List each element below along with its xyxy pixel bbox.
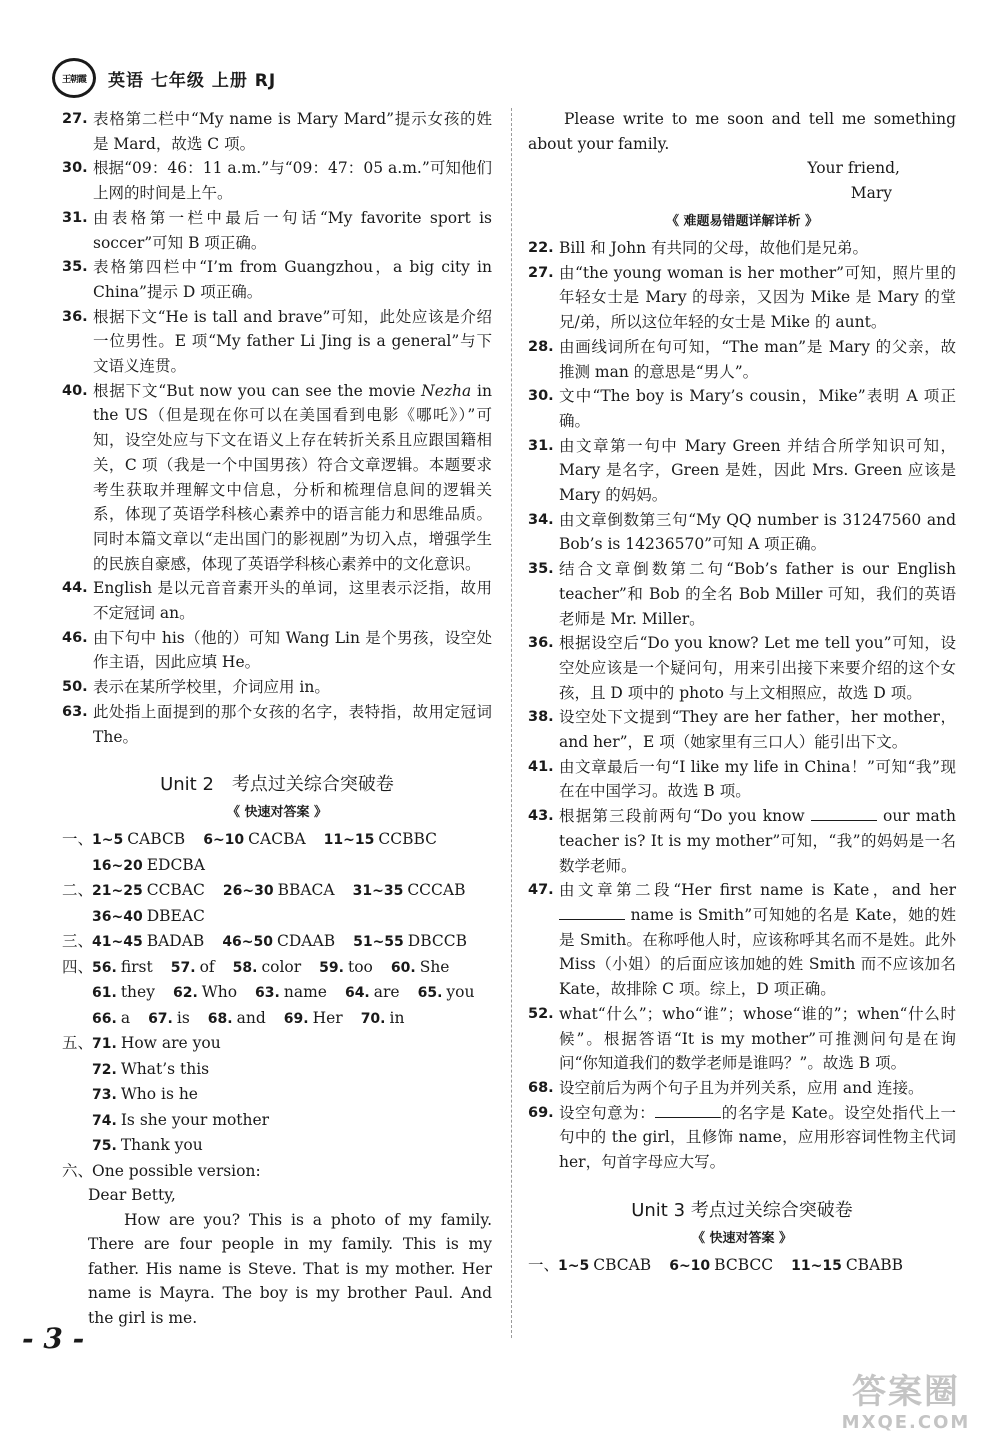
writing-intro: One possible version: bbox=[92, 1161, 261, 1180]
explanation-item bbox=[62, 156, 492, 205]
explanation-item bbox=[62, 206, 492, 255]
answer-group bbox=[92, 830, 185, 848]
question-range: 58. bbox=[232, 959, 258, 976]
answer-value: in bbox=[389, 1008, 405, 1027]
difficult-questions-heading: 《 难题易错题详解详析 》 bbox=[665, 214, 819, 229]
left-column bbox=[62, 107, 492, 1330]
question-range: 6~10 bbox=[203, 832, 245, 849]
question-number: 34. bbox=[528, 511, 554, 528]
answer-row bbox=[62, 1031, 492, 1057]
explanation-text: 由画线词所在句可知，“The man”是 Mary 的父亲，故推测 man 的意思是“男人”。 bbox=[559, 337, 956, 381]
answer-value: CBABB bbox=[845, 1255, 904, 1274]
answer-value: Thank you bbox=[120, 1136, 203, 1155]
answer-group bbox=[284, 1009, 343, 1027]
answer-row bbox=[62, 929, 492, 955]
answer-value: CDAAB bbox=[277, 932, 336, 951]
answer-value: they bbox=[120, 983, 155, 1002]
explanation-item bbox=[62, 675, 492, 700]
question-number: 47. bbox=[528, 882, 554, 899]
question-range: 16~20 bbox=[92, 857, 143, 874]
question-range: 70. bbox=[360, 1010, 386, 1027]
question-range: 66. bbox=[92, 1010, 117, 1027]
question-range: 62. bbox=[172, 985, 198, 1002]
explanation-text: 根据第三段前两句“Do you know our math teacher is? It is my mother”可知，“我”的妈妈是一名数学老师。 bbox=[559, 807, 956, 875]
answer-group bbox=[558, 1256, 651, 1274]
question-number: 30. bbox=[62, 160, 88, 177]
answer-group bbox=[171, 958, 215, 976]
question-range: 65. bbox=[417, 985, 443, 1002]
answer-group bbox=[148, 1009, 190, 1027]
explanation-text: what“什么”；who“谁”；whose“谁的”；when“什么时候”。根据答语“It is my mother”可推测问句是在询问“你知道我们的数学老师是谁吗？”。故选 B 项。 bbox=[559, 1004, 956, 1073]
answer-row bbox=[62, 955, 492, 981]
letter-paragraph: Please write to me soon and tell me something about your family. bbox=[528, 110, 956, 153]
answer-value: BADAB bbox=[146, 932, 205, 951]
answer-blank bbox=[559, 905, 625, 920]
answer-group bbox=[203, 830, 305, 848]
answer-group bbox=[222, 932, 335, 950]
explanation-text: 由“the young woman is her mother”可知，照片里的年轻女士是 Mary 的母亲，又因为 Mike 是 Mary 的堂兄/弟，所以这位年轻的女士是 Mike 的 aunt。 bbox=[559, 263, 956, 332]
question-number: 22. bbox=[528, 240, 554, 256]
answer-value: CCBBC bbox=[378, 830, 438, 849]
answer-group bbox=[223, 881, 335, 899]
section-label: 一、 bbox=[62, 830, 94, 849]
page-number: - 3 - bbox=[22, 1322, 85, 1355]
explanation-text: 表格第四栏中“I’m from Guangzhou，a big city in China”提示 D 项正确。 bbox=[93, 258, 492, 301]
question-number: 44. bbox=[62, 580, 88, 597]
explanation-item bbox=[528, 705, 956, 754]
explanation-item bbox=[528, 384, 956, 433]
unit3-title: Unit 3 考点过关综合突破卷 bbox=[631, 1199, 853, 1221]
explanation-item bbox=[528, 557, 956, 631]
explanation-text: 由表格第一栏中最后一句话“My favorite sport is soccer”可知 B 项正确。 bbox=[93, 208, 492, 252]
explanation-item bbox=[528, 236, 956, 261]
explanation-item bbox=[528, 1002, 956, 1076]
question-number: 31. bbox=[62, 209, 88, 226]
explanation-text: 表格第二栏中“My name is Mary Mard”提示女孩的姓是 Mard，故选 C 项。 bbox=[93, 110, 492, 153]
section-label: 三、 bbox=[62, 932, 94, 951]
movie-title: Nezha bbox=[421, 381, 472, 400]
answer-group bbox=[353, 881, 466, 899]
question-number: 30. bbox=[528, 388, 554, 405]
question-number: 35. bbox=[62, 259, 88, 276]
explanation-item bbox=[62, 700, 492, 749]
question-range: 59. bbox=[319, 959, 344, 976]
answer-value: CBCAB bbox=[593, 1255, 652, 1274]
answer-group bbox=[92, 1034, 221, 1052]
explanation-item bbox=[62, 379, 492, 577]
explanation-text: 根据“09：46：11 a.m.”与“09：47：05 a.m.”可知他们上网的时间是上午。 bbox=[93, 159, 492, 203]
answer-group bbox=[791, 1256, 903, 1274]
answer-group bbox=[92, 1060, 209, 1078]
answer-value: of bbox=[199, 957, 215, 976]
answer-group bbox=[233, 958, 302, 976]
question-number: 38. bbox=[528, 709, 554, 726]
answer-value: CCBAC bbox=[146, 881, 205, 900]
answer-value: color bbox=[261, 957, 302, 976]
column-divider bbox=[511, 108, 512, 1338]
explanation-text: 此处指上面提到的那个女孩的名字，表特指，故用定冠词 The。 bbox=[93, 702, 492, 746]
explanation-list-c bbox=[528, 236, 956, 804]
question-range: 74. bbox=[92, 1112, 117, 1129]
unit2-quick-answers-heading: 《 快速对答案 》 bbox=[226, 805, 328, 821]
explanation-item bbox=[528, 261, 956, 335]
unit3-quick-answers-heading: 《 快速对答案 》 bbox=[691, 1230, 793, 1246]
question-number: 50. bbox=[62, 679, 88, 696]
answer-value: BBACA bbox=[277, 881, 335, 900]
answer-value: name bbox=[283, 983, 327, 1002]
explanation-item bbox=[528, 878, 956, 1002]
explanation-item bbox=[528, 335, 956, 384]
question-range: 64. bbox=[344, 985, 370, 1002]
answer-value: you bbox=[446, 983, 475, 1002]
answer-group bbox=[92, 983, 155, 1001]
answer-value: a bbox=[120, 1008, 131, 1027]
question-range: 26~30 bbox=[222, 883, 274, 900]
answer-key bbox=[62, 827, 492, 1159]
question-range: 51~55 bbox=[353, 934, 404, 951]
explanation-item bbox=[528, 631, 956, 705]
letter-signature: Mary bbox=[850, 184, 892, 202]
answer-row bbox=[62, 904, 492, 930]
answer-value: Who bbox=[201, 983, 238, 1002]
explanation-item bbox=[62, 305, 492, 379]
answer-value: How are you bbox=[120, 1034, 221, 1053]
question-range: 73. bbox=[92, 1087, 117, 1104]
explanation-text: Bill 和 John 有共同的父母，故他们是兄弟。 bbox=[559, 239, 869, 257]
explanation-text: 由文章最后一句“I like my life in China！”可知“我”现在在中国学习。故选 B 项。 bbox=[559, 757, 956, 801]
answer-group bbox=[324, 830, 437, 848]
answer-value: and bbox=[236, 1008, 266, 1027]
explanation-text: 根据下文“But now you can see the movie Nezha in the US（但是现在你可以在美国看到电影《哪吒》）”可知，设空处应与下文在语义上存在转折关系且应跟国籍相关，C 项（我是一个中国男孩）符合文章逻辑。本题要求考生获取并理解文中信息，分析和梳理信息间的逻辑关系，体现了英语学科核心素养中的语言能力和思维品质。同时本篇文章以“走出国门的影视剧”为切入点，增强学生的民族自豪感，体现了英语学科核心素养中的文化意识。 bbox=[93, 381, 492, 573]
question-range: 31~35 bbox=[352, 883, 404, 900]
explanation-item bbox=[528, 508, 956, 557]
explanation-text: 根据下文“He is tall and brave”可知，此处应该是介绍一位男性。E 项“My father Li Jing is a general”与下文语义连贯。 bbox=[93, 307, 492, 376]
question-number: 52. bbox=[528, 1005, 554, 1022]
question-number: 27. bbox=[62, 111, 88, 127]
answer-value: BCBCC bbox=[714, 1255, 774, 1274]
right-column bbox=[528, 107, 956, 1278]
question-range: 63. bbox=[255, 985, 280, 1002]
answer-value: DBCCB bbox=[407, 932, 468, 951]
question-number: 40. bbox=[62, 382, 88, 399]
question-range: 1~5 bbox=[558, 1257, 590, 1274]
unit2-title: Unit 2 考点过关综合突破卷 bbox=[160, 774, 394, 796]
answer-row bbox=[62, 1133, 492, 1159]
question-number: 36. bbox=[528, 635, 554, 652]
answer-value: DBEAC bbox=[146, 906, 205, 925]
letter-paragraph: How are you? This is a photo of my family. There are four people in my family. This is my father. His name is Steve. That is my mother. Her name is Mayra. The boy is my brother Paul. And the girl is me. bbox=[88, 1210, 492, 1327]
answer-group bbox=[92, 1085, 198, 1103]
answer-group bbox=[255, 983, 327, 1001]
explanation-item bbox=[528, 1076, 956, 1101]
answer-group bbox=[319, 958, 373, 976]
question-range: 41~45 bbox=[92, 934, 143, 951]
section-label: 一、 bbox=[528, 1255, 560, 1274]
question-range: 61. bbox=[92, 985, 117, 1002]
answer-value: Who is he bbox=[120, 1085, 198, 1104]
answer-group bbox=[92, 1009, 130, 1027]
answer-value: Is she your mother bbox=[120, 1110, 270, 1129]
letter-greeting: Dear Betty, bbox=[88, 1186, 176, 1205]
explanation-item bbox=[528, 434, 956, 508]
question-range: 72. bbox=[92, 1061, 117, 1078]
answer-group bbox=[361, 1009, 405, 1027]
answer-row bbox=[62, 853, 492, 879]
answer-row bbox=[528, 1253, 956, 1279]
answer-row bbox=[62, 1108, 492, 1134]
question-range: 36~40 bbox=[92, 908, 143, 925]
answer-group bbox=[353, 932, 467, 950]
question-number: 69. bbox=[528, 1104, 554, 1121]
question-number: 35. bbox=[528, 561, 554, 578]
answer-value: first bbox=[120, 957, 153, 976]
explanation-text: 设空处下文提到“They are her father，her mother，and her”，E 项（她家里有三口人）能引出下文。 bbox=[559, 708, 956, 752]
page-header bbox=[52, 58, 276, 98]
question-number: 27. bbox=[528, 264, 554, 281]
explanation-item bbox=[528, 755, 956, 804]
answer-row bbox=[62, 878, 492, 904]
answer-group bbox=[345, 983, 400, 1001]
question-range: 60. bbox=[390, 959, 416, 976]
question-range: 11~15 bbox=[791, 1257, 842, 1274]
explanation-text: English 是以元音音素开头的单词，这里表示泛指，故用不定冠词 an。 bbox=[93, 579, 492, 623]
letter-closing: Your friend, bbox=[807, 159, 900, 177]
question-range: 68. bbox=[207, 1010, 233, 1027]
explanation-text: 由下句中 his（他的）可知 Wang Lin 是个男孩，设空处作主语，因此应填 He。 bbox=[93, 628, 492, 672]
question-range: 67. bbox=[148, 1010, 173, 1027]
answer-group bbox=[391, 958, 450, 976]
answer-value: CCCAB bbox=[407, 881, 466, 900]
writing-sample bbox=[62, 1159, 492, 1331]
answer-group bbox=[669, 1256, 773, 1274]
question-number: 31. bbox=[528, 437, 554, 454]
explanation-item bbox=[62, 626, 492, 675]
explanation-text: 根据设空后“Do you know? Let me tell you”可知，设空处应该是一个疑问句，用来引出接下来要介绍的这个女孩，且 D 项中的 photo 与上文相照应，故选 D 项。 bbox=[559, 634, 956, 702]
answer-group bbox=[92, 1111, 269, 1129]
question-number: 43. bbox=[528, 808, 554, 825]
answer-value: CABCB bbox=[127, 830, 186, 849]
section-label: 二、 bbox=[62, 881, 94, 900]
explanation-item bbox=[62, 107, 492, 156]
explanation-item bbox=[62, 255, 492, 304]
answer-value: Her bbox=[312, 1008, 343, 1027]
answer-row bbox=[62, 1082, 492, 1108]
answer-row bbox=[62, 980, 492, 1006]
question-range: 11~15 bbox=[323, 832, 375, 849]
explanation-text: 设空句意为： 的名字是 Kate。设空处指代上一句中的 the girl，且修饰 name，应用形容词性物主代词 her，句首字母应大写。 bbox=[559, 1103, 956, 1172]
answer-value: too bbox=[347, 957, 373, 976]
answer-group bbox=[418, 983, 475, 1001]
question-number: 28. bbox=[528, 338, 554, 355]
question-range: 46~50 bbox=[222, 934, 274, 951]
question-number: 63. bbox=[62, 703, 88, 720]
question-range: 71. bbox=[92, 1036, 117, 1053]
answer-row bbox=[62, 1006, 492, 1032]
answer-group bbox=[92, 907, 205, 925]
answer-group bbox=[173, 983, 237, 1001]
section-label: 四、 bbox=[62, 957, 94, 976]
explanation-text: 设空前后为两个句子且为并列关系，应用 and 连接。 bbox=[559, 1078, 924, 1097]
explanation-item bbox=[62, 576, 492, 625]
section-label: 六、 bbox=[62, 1161, 94, 1180]
explanation-list-b bbox=[62, 576, 492, 749]
explanation-text: 由文章第二段“Her first name is Kate，and her name is Smith”可知她的名是 Kate，她的姓是 Smith。在称呼他人时，应该称呼其名而不是姓。此外 Miss（小姐）的后面应该加她的姓 Smith 而不应该加名 Kate，故排除 C 项。综上，D 项正确。 bbox=[559, 881, 956, 999]
explanation-text: 结合文章倒数第二句“Bob’s father is our English teacher”和 Bob 的全名 Bob Miller 可知，我们的英语老师是 Mr. Miller。 bbox=[559, 560, 956, 628]
answer-group bbox=[92, 1136, 203, 1154]
explanation-item bbox=[528, 804, 956, 878]
answer-group bbox=[92, 958, 153, 976]
explanation-text: 表示在某所学校里，介词应用 in。 bbox=[93, 678, 330, 697]
question-range: 1~5 bbox=[92, 832, 124, 849]
question-range: 75. bbox=[92, 1138, 117, 1155]
explanation-text: 文中“The boy is Mary’s cousin，Mike”表明 A 项正确。 bbox=[559, 387, 956, 430]
question-number: 68. bbox=[528, 1079, 554, 1096]
answer-row bbox=[62, 827, 492, 853]
explanation-item bbox=[528, 1101, 956, 1175]
answer-group bbox=[92, 856, 205, 874]
answer-value: is bbox=[176, 1008, 190, 1027]
answer-value: are bbox=[373, 983, 400, 1002]
question-number: 46. bbox=[62, 629, 88, 646]
answer-value: EDCBA bbox=[146, 855, 205, 874]
question-range: 21~25 bbox=[92, 883, 143, 900]
logo-text: 王朝霞 bbox=[61, 74, 86, 85]
question-number: 36. bbox=[62, 308, 88, 325]
explanation-text: 由文章倒数第三句“My QQ number is 31247560 and Bob’s is 14236570”可知 A 项正确。 bbox=[559, 510, 956, 554]
answer-blank bbox=[811, 806, 877, 821]
explanation-list-a bbox=[62, 107, 492, 379]
answer-group bbox=[208, 1009, 266, 1027]
answer-value: What’s this bbox=[120, 1059, 210, 1078]
section-label: 五、 bbox=[62, 1034, 94, 1053]
answer-group bbox=[92, 881, 205, 899]
question-range: 6~10 bbox=[669, 1257, 711, 1274]
answer-value: CACBA bbox=[248, 830, 306, 849]
answer-group bbox=[92, 932, 204, 950]
publisher-logo bbox=[52, 58, 96, 98]
book-title: 英语 七年级 上册 RJ bbox=[108, 70, 277, 91]
question-range: 69. bbox=[283, 1010, 309, 1027]
question-number: 41. bbox=[528, 758, 554, 775]
question-range: 56. bbox=[92, 959, 117, 976]
answer-value: She bbox=[419, 957, 450, 976]
explanation-text: 由文章第一句中 Mary Green 并结合所学知识可知，Mary 是名字，Green 是姓，因此 Mrs. Green 应该是 Mary 的妈妈。 bbox=[559, 436, 956, 505]
question-range: 57. bbox=[170, 959, 196, 976]
answer-row bbox=[62, 1057, 492, 1083]
answer-blank bbox=[655, 1103, 721, 1118]
watermark-logo: 答案圈 MXQE.COM bbox=[841, 1372, 971, 1433]
